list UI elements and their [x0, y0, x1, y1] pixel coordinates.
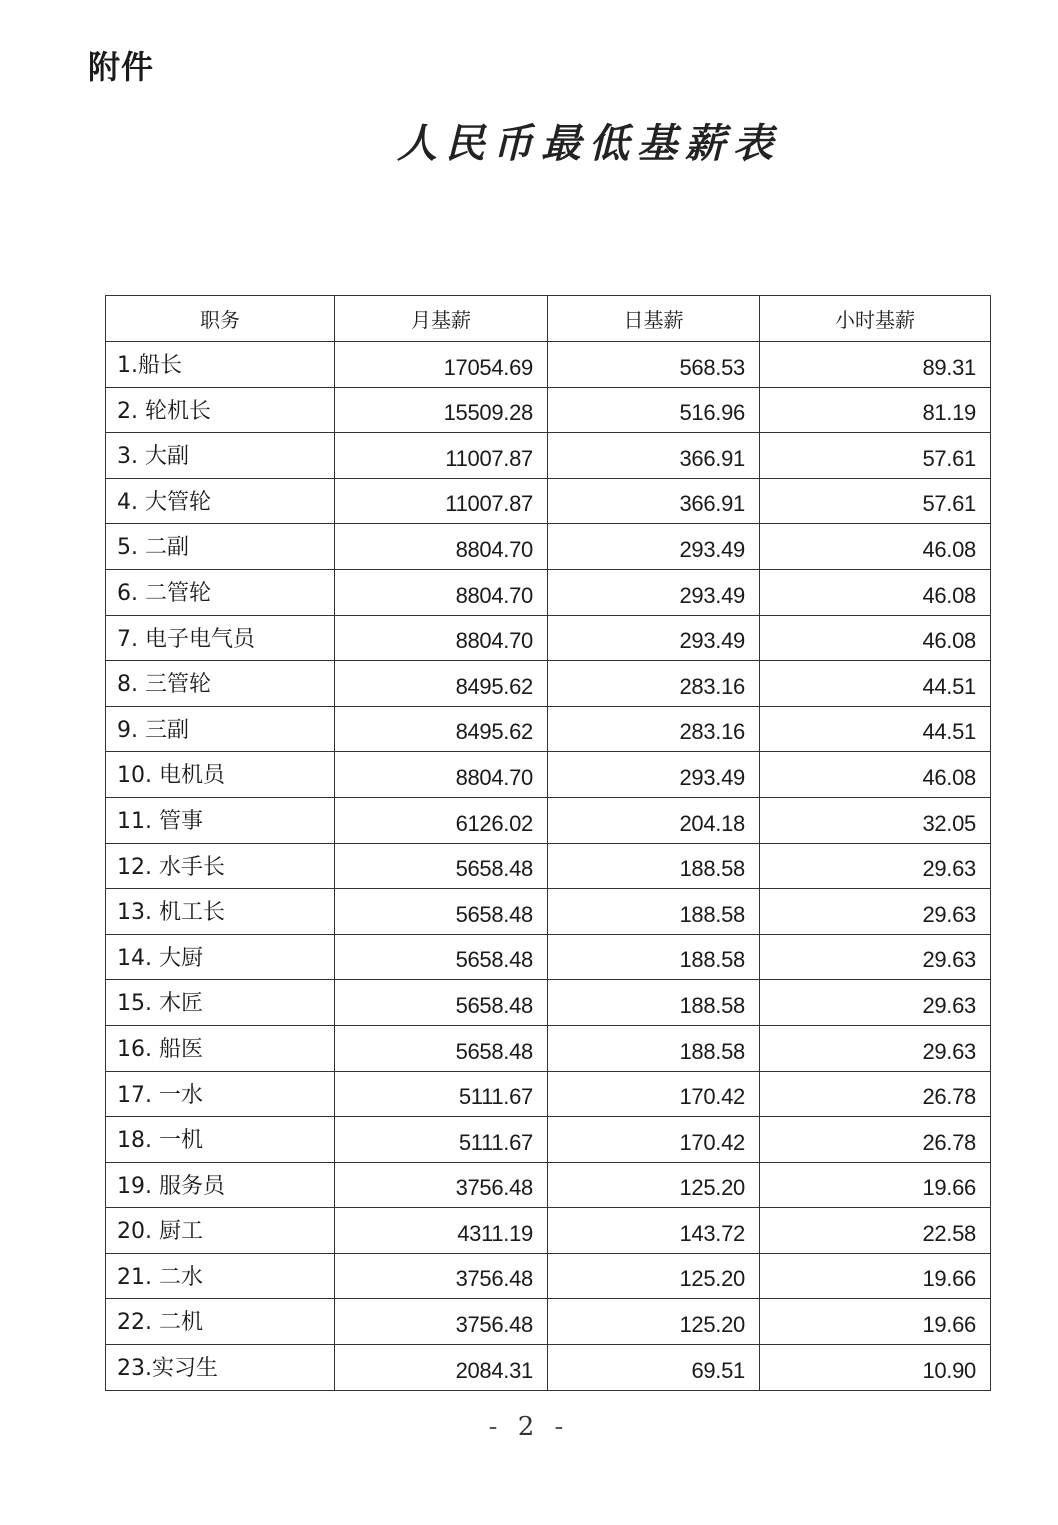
cell-hourly-wage: 26.78	[760, 1071, 991, 1117]
cell-monthly-wage: 5658.48	[335, 889, 548, 935]
cell-daily-wage: 188.58	[548, 843, 760, 889]
cell-monthly-wage: 8495.62	[335, 706, 548, 752]
table-row	[106, 843, 991, 889]
cell-monthly-wage: 3756.48	[335, 1299, 548, 1345]
table-row	[106, 615, 991, 661]
attachment-label: 附件	[88, 48, 155, 86]
table-row	[106, 1208, 991, 1254]
cell-position: 8. 三管轮	[106, 661, 335, 707]
cell-position: 7. 电子电气员	[106, 615, 335, 661]
cell-daily-wage: 283.16	[548, 661, 760, 707]
table-row	[106, 889, 991, 935]
cell-monthly-wage: 5658.48	[335, 843, 548, 889]
table-row	[106, 1162, 991, 1208]
cell-position: 23.实习生	[106, 1345, 335, 1391]
cell-hourly-wage: 29.63	[760, 843, 991, 889]
cell-position: 6. 二管轮	[106, 569, 335, 615]
cell-daily-wage: 293.49	[548, 752, 760, 798]
table-header-row	[106, 296, 991, 342]
cell-daily-wage: 125.20	[548, 1299, 760, 1345]
cell-monthly-wage: 2084.31	[335, 1345, 548, 1391]
table-row	[106, 1117, 991, 1163]
cell-hourly-wage: 46.08	[760, 524, 991, 570]
table-row	[106, 569, 991, 615]
table-row	[106, 433, 991, 479]
header-daily-wage: 日基薪	[548, 296, 760, 342]
cell-daily-wage: 293.49	[548, 615, 760, 661]
cell-daily-wage: 170.42	[548, 1071, 760, 1117]
cell-hourly-wage: 22.58	[760, 1208, 991, 1254]
cell-position: 12. 水手长	[106, 843, 335, 889]
cell-monthly-wage: 5658.48	[335, 1025, 548, 1071]
table-row	[106, 980, 991, 1026]
cell-daily-wage: 188.58	[548, 934, 760, 980]
cell-hourly-wage: 26.78	[760, 1117, 991, 1163]
cell-daily-wage: 125.20	[548, 1162, 760, 1208]
cell-monthly-wage: 5111.67	[335, 1117, 548, 1163]
cell-daily-wage: 69.51	[548, 1345, 760, 1391]
table-row	[106, 342, 991, 388]
table-row	[106, 1253, 991, 1299]
cell-daily-wage: 366.91	[548, 478, 760, 524]
cell-monthly-wage: 3756.48	[335, 1253, 548, 1299]
cell-hourly-wage: 19.66	[760, 1253, 991, 1299]
table-body	[106, 342, 991, 1391]
table-row	[106, 1071, 991, 1117]
cell-position: 10. 电机员	[106, 752, 335, 798]
cell-monthly-wage: 5111.67	[335, 1071, 548, 1117]
table-row	[106, 1025, 991, 1071]
cell-daily-wage: 125.20	[548, 1253, 760, 1299]
header-position: 职务	[106, 296, 335, 342]
page-number-value: 2	[517, 1412, 541, 1442]
cell-daily-wage: 204.18	[548, 797, 760, 843]
table-row	[106, 752, 991, 798]
cell-position: 15. 木匠	[106, 980, 335, 1026]
cell-hourly-wage: 19.66	[760, 1299, 991, 1345]
table-row	[106, 524, 991, 570]
cell-hourly-wage: 89.31	[760, 342, 991, 388]
cell-position: 14. 大厨	[106, 934, 335, 980]
cell-hourly-wage: 19.66	[760, 1162, 991, 1208]
cell-position: 17. 一水	[106, 1071, 335, 1117]
cell-daily-wage: 283.16	[548, 706, 760, 752]
cell-position: 22. 二机	[106, 1299, 335, 1345]
cell-position: 3. 大副	[106, 433, 335, 479]
cell-monthly-wage: 8804.70	[335, 752, 548, 798]
cell-position: 9. 三副	[106, 706, 335, 752]
cell-monthly-wage: 11007.87	[335, 478, 548, 524]
cell-monthly-wage: 8495.62	[335, 661, 548, 707]
cell-hourly-wage: 46.08	[760, 752, 991, 798]
table-row	[106, 1299, 991, 1345]
cell-daily-wage: 516.96	[548, 387, 760, 433]
cell-position: 21. 二水	[106, 1253, 335, 1299]
header-monthly-wage: 月基薪	[335, 296, 548, 342]
page-number-dash-right: -	[554, 1412, 570, 1442]
cell-hourly-wage: 57.61	[760, 478, 991, 524]
page-number	[0, 1412, 1058, 1442]
table-row	[106, 706, 991, 752]
header-hourly-wage: 小时基薪	[760, 296, 991, 342]
page-number-dash-left: -	[488, 1412, 504, 1442]
table-row	[106, 478, 991, 524]
cell-hourly-wage: 29.63	[760, 1025, 991, 1071]
cell-monthly-wage: 8804.70	[335, 524, 548, 570]
cell-position: 5. 二副	[106, 524, 335, 570]
cell-daily-wage: 568.53	[548, 342, 760, 388]
cell-monthly-wage: 4311.19	[335, 1208, 548, 1254]
document-title: 人民币最低基薪表	[397, 120, 781, 167]
cell-hourly-wage: 81.19	[760, 387, 991, 433]
cell-monthly-wage: 8804.70	[335, 569, 548, 615]
cell-daily-wage: 143.72	[548, 1208, 760, 1254]
cell-hourly-wage: 29.63	[760, 934, 991, 980]
cell-monthly-wage: 8804.70	[335, 615, 548, 661]
cell-position: 13. 机工长	[106, 889, 335, 935]
cell-monthly-wage: 6126.02	[335, 797, 548, 843]
cell-position: 11. 管事	[106, 797, 335, 843]
table-row	[106, 387, 991, 433]
cell-monthly-wage: 5658.48	[335, 980, 548, 1026]
table-row	[106, 661, 991, 707]
cell-daily-wage: 293.49	[548, 569, 760, 615]
cell-hourly-wage: 29.63	[760, 980, 991, 1026]
table-row	[106, 1345, 991, 1391]
minimum-wage-table	[105, 295, 991, 1391]
cell-position: 20. 厨工	[106, 1208, 335, 1254]
cell-position: 16. 船医	[106, 1025, 335, 1071]
cell-monthly-wage: 3756.48	[335, 1162, 548, 1208]
cell-monthly-wage: 17054.69	[335, 342, 548, 388]
cell-monthly-wage: 15509.28	[335, 387, 548, 433]
cell-position: 4. 大管轮	[106, 478, 335, 524]
table-row	[106, 797, 991, 843]
table-row	[106, 934, 991, 980]
cell-position: 1.船长	[106, 342, 335, 388]
cell-hourly-wage: 32.05	[760, 797, 991, 843]
cell-daily-wage: 188.58	[548, 980, 760, 1026]
cell-daily-wage: 188.58	[548, 1025, 760, 1071]
cell-position: 2. 轮机长	[106, 387, 335, 433]
cell-hourly-wage: 46.08	[760, 615, 991, 661]
cell-hourly-wage: 29.63	[760, 889, 991, 935]
cell-daily-wage: 188.58	[548, 889, 760, 935]
cell-hourly-wage: 46.08	[760, 569, 991, 615]
cell-daily-wage: 366.91	[548, 433, 760, 479]
cell-monthly-wage: 11007.87	[335, 433, 548, 479]
cell-daily-wage: 293.49	[548, 524, 760, 570]
cell-position: 18. 一机	[106, 1117, 335, 1163]
cell-hourly-wage: 57.61	[760, 433, 991, 479]
cell-hourly-wage: 44.51	[760, 661, 991, 707]
cell-position: 19. 服务员	[106, 1162, 335, 1208]
cell-hourly-wage: 44.51	[760, 706, 991, 752]
cell-daily-wage: 170.42	[548, 1117, 760, 1163]
cell-monthly-wage: 5658.48	[335, 934, 548, 980]
cell-hourly-wage: 10.90	[760, 1345, 991, 1391]
